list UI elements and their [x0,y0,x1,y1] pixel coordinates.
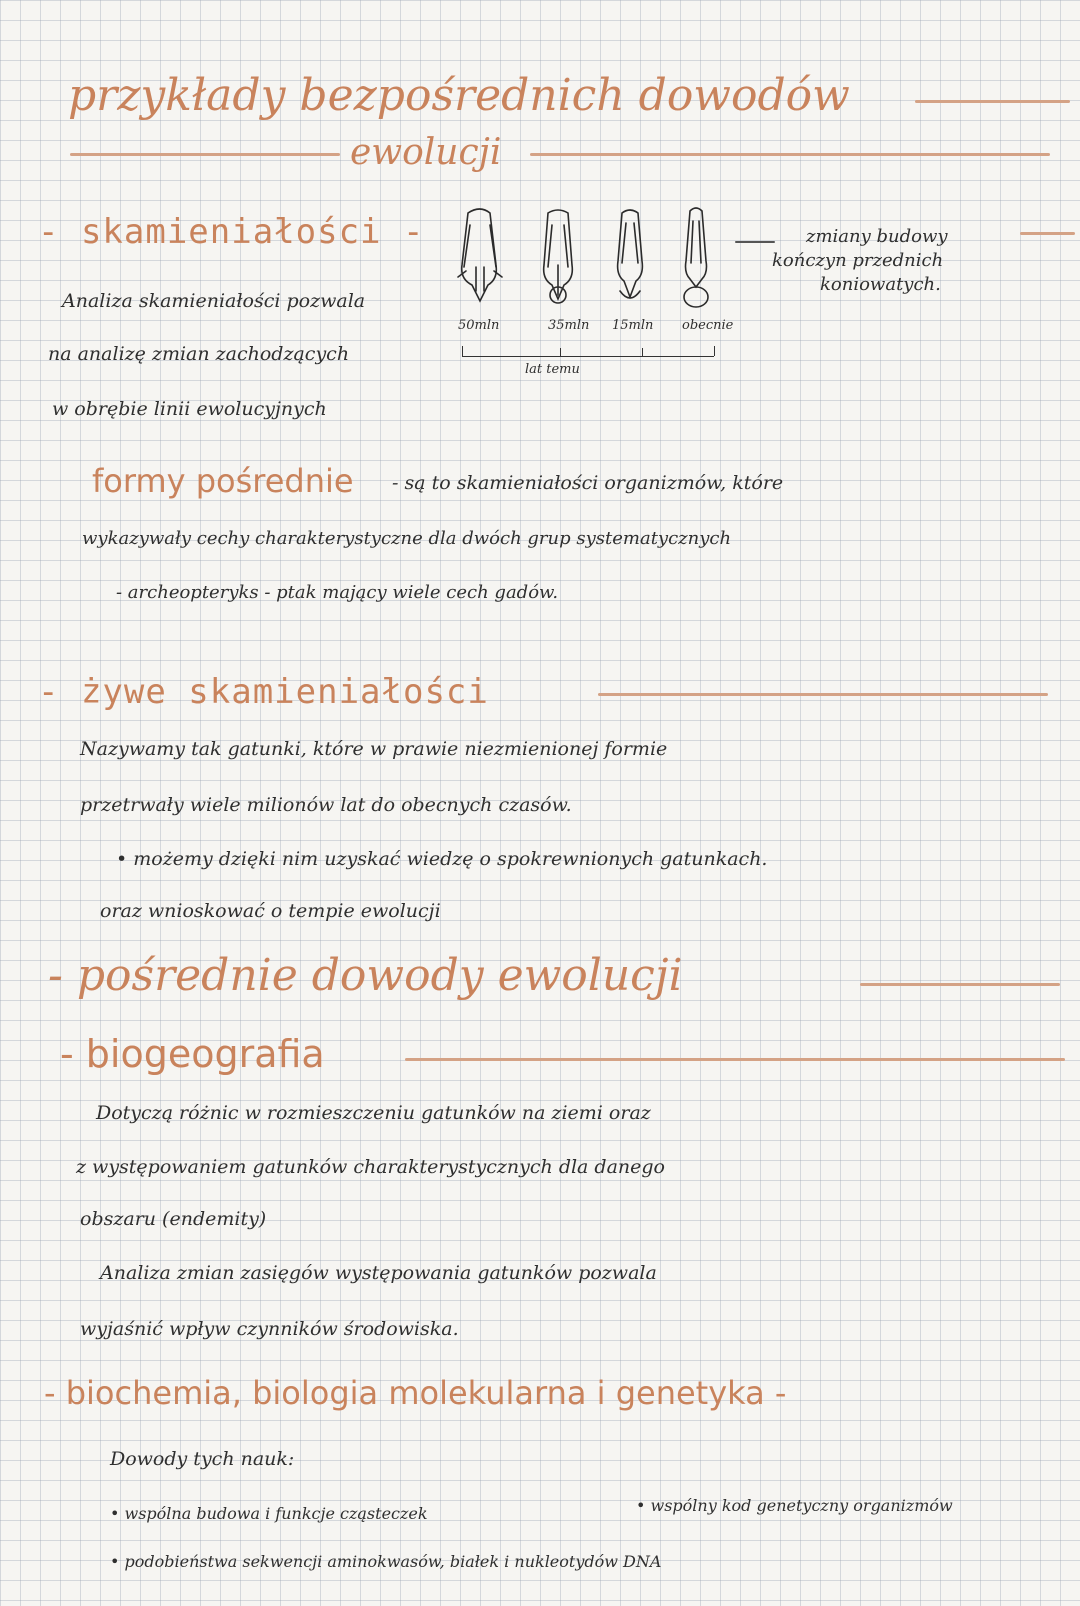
biochem-bullet-3: • podobieństwa sekwencji aminokwasów, białek i nukleotydów DNA [110,1552,662,1571]
timeline-axis [462,356,714,357]
timeline-label-50mln: 50mln [458,318,500,333]
page-title: przykłady bezpośrednich dowodów [68,70,850,121]
title-rule-right [915,100,1070,103]
timeline-label-35mln: 35mln [548,318,590,333]
living-fossils-line-1: Nazywamy tak gatunki, które w prawie niezmienionej formie [80,738,668,760]
horse-limb-drawings [440,205,730,315]
living-fossils-line-4: oraz wnioskować o tempie ewolucji [100,900,441,922]
biogeography-line-1: Dotyczą różnic w rozmieszczeniu gatunków na ziemi oraz [96,1102,651,1124]
title-rule-left [70,153,340,156]
living-fossils-bullet: • możemy dzięki nim uzyskać wiedzę o spokrewnionych gatunkach. [116,848,768,870]
limb-50mln-icon [458,209,502,301]
indirect-rule [860,983,1060,986]
biogeography-rule [405,1058,1065,1061]
side-note-line-3: koniowatych. [820,274,941,295]
side-note-line-2: kończyn przednich [772,250,944,271]
fossils-heading: - skamieniałości - [38,212,425,252]
timeline-label-obecnie: obecnie [682,318,734,333]
intermediate-heading: formy pośrednie [92,462,354,500]
biogeography-line-5: wyjaśnić wpływ czynników środowiska. [80,1318,459,1340]
limb-15mln-icon [618,210,643,298]
biochem-bullet-2: • wspólny kod genetyczny organizmów [636,1496,953,1515]
fossils-text-line-2: na analizę zmian zachodzących [48,343,350,365]
indirect-heading: - pośrednie dowody ewolucji [48,950,683,1001]
biochem-intro: Dowody tych nauk: [110,1448,295,1470]
fossils-rule-right [1020,232,1075,235]
timeline-tick-2 [560,348,561,356]
timeline-tick-1 [462,346,463,356]
living-fossils-rule [598,693,1048,696]
side-note-line-1: zmiany budowy [806,226,948,247]
biogeography-line-2: z występowaniem gatunków charakterystycznych dla danego [76,1156,665,1178]
fossils-text-line-3: w obrębie linii ewolucyjnych [52,398,327,420]
timeline-tick-3 [642,348,643,356]
biochem-heading: - biochemia, biologia molekularna i genetyka - [44,1374,787,1412]
intermediate-line-2: wykazywały cechy charakterystyczne dla dwóch grup systematycznych [82,528,732,549]
intermediate-line-1: - są to skamieniałości organizmów, które [392,472,784,494]
biogeography-line-4: Analiza zmian zasięgów występowania gatunków pozwala [100,1262,657,1284]
living-fossils-line-2: przetrwały wiele milionów lat do obecnych czasów. [80,794,572,816]
intermediate-example: - archeopteryks - ptak mający wiele cech gadów. [116,582,559,603]
fossils-text-line-1: Analiza skamieniałości pozwala [62,290,366,312]
limb-35mln-icon [544,210,573,303]
page-subtitle: ewolucji [350,132,502,173]
biochem-bullet-1: • wspólna budowa i funkcje cząsteczek [110,1504,428,1523]
timeline-caption: lat temu [525,362,580,377]
biogeography-heading: - biogeografia [60,1032,325,1076]
limb-obecnie-icon [684,208,708,307]
subtitle-rule [530,153,1050,156]
timeline-tick-4 [714,346,715,356]
biogeography-line-3: obszaru (endemity) [80,1208,267,1230]
living-fossils-heading: - żywe skamieniałości [38,672,489,712]
timeline-label-15mln: 15mln [612,318,654,333]
fossils-rule-left [735,241,775,243]
